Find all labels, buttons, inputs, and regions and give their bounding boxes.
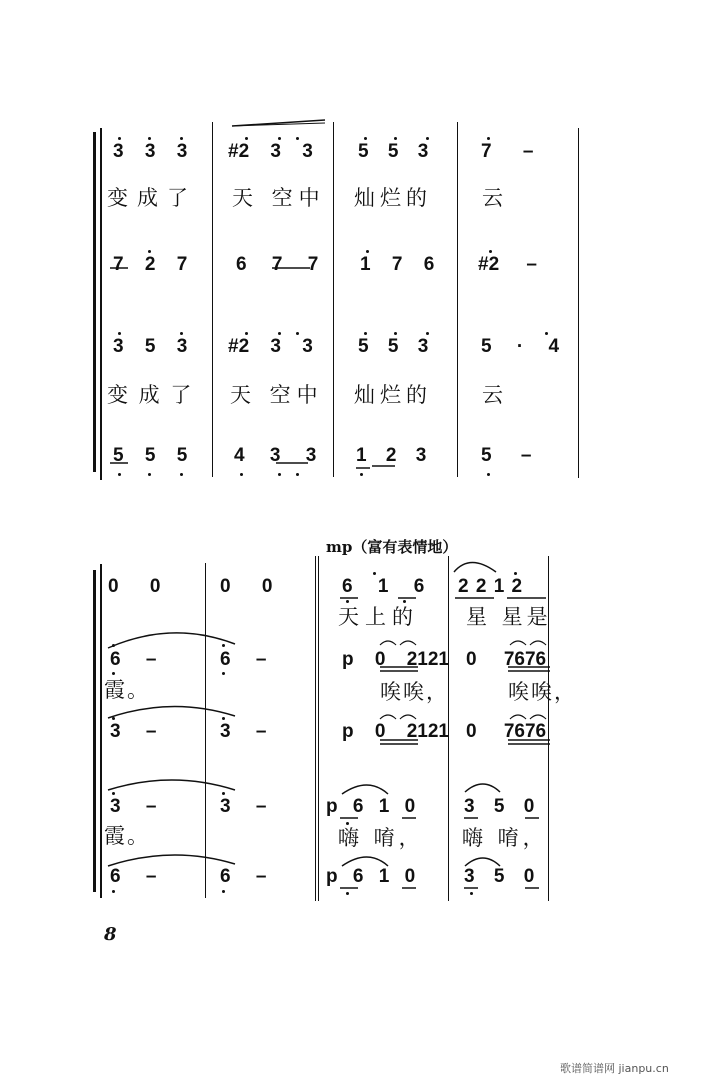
lyrics-row: 云 [482, 186, 505, 210]
lyrics-row: 天 空中 [232, 186, 326, 210]
lyrics-row: 星 星是 [466, 605, 552, 629]
notes-row: 0 0 [220, 576, 273, 597]
octave-dot [222, 717, 225, 720]
notes-row: 3 5 3 [113, 336, 188, 357]
notes-row: 2 2 1 2 [458, 576, 523, 597]
octave-dot [470, 892, 473, 895]
lyrics-row: 唉唉， [380, 680, 449, 704]
lyrics-row: 天 空中 [230, 383, 324, 407]
lyrics-row: 灿烂的 [354, 383, 432, 407]
notes-row: 4 3 3 [234, 445, 317, 466]
notes-row: 1 2 3 [356, 445, 427, 466]
notes-row: 3 – [110, 796, 157, 817]
notes-row: 6 – [110, 866, 157, 887]
octave-dot [514, 572, 517, 575]
notes-row: 0 7676 [466, 721, 547, 742]
notes-row: p 0 2121 [342, 649, 449, 670]
octave-dot [346, 600, 349, 603]
notes-row: 3 – [110, 721, 157, 742]
notes-row: 5 – [481, 445, 532, 466]
lyrics-row: 霞。 [104, 678, 150, 702]
notes-row: 5 5 3 [358, 336, 429, 357]
lyrics-row: 灿烂的 [354, 186, 432, 210]
notes-row: p 6 1 0 [326, 796, 416, 817]
notes-row: 5 5 3 [358, 141, 429, 162]
notes-row: 0 0 [108, 576, 161, 597]
notes-row: 5 5 5 [113, 445, 188, 466]
lyrics-row: 霞。 [104, 824, 150, 848]
octave-dot [112, 792, 115, 795]
notes-row: 7 – [481, 141, 534, 162]
octave-dot [222, 792, 225, 795]
notes-row: 6 1 6 [342, 576, 425, 597]
notes-row: 5 · 4 [481, 336, 560, 357]
octave-dot [222, 672, 225, 675]
lyrics-row: 变 成 了 [107, 383, 194, 407]
notes-row: 6 – [220, 866, 267, 887]
octave-dot [373, 572, 376, 575]
notes-row: #2 3 3 [228, 141, 313, 162]
octave-dot [346, 892, 349, 895]
notes-row: #2 – [478, 254, 537, 275]
octave-dot [346, 822, 349, 825]
notes-row: 1 7 6 [360, 254, 435, 275]
notes-row: 3 5 0 [464, 866, 535, 887]
lyrics-row: 天上的 [338, 605, 419, 629]
octave-dot [222, 890, 225, 893]
notes-row: #2 3 3 [228, 336, 313, 357]
lyrics-row: 嗨 唷， [462, 826, 548, 850]
octave-dot [112, 717, 115, 720]
notes-row: 0 7676 [466, 649, 547, 670]
notes-row: 6 – [220, 649, 267, 670]
notes-row: 3 5 0 [464, 796, 535, 817]
notes-row: p 0 2121 [342, 721, 449, 742]
notes-row: 3 – [220, 796, 267, 817]
lyrics-row: 唉唉， [508, 680, 577, 704]
page-number: 8 [104, 924, 117, 945]
octave-dot [112, 644, 115, 647]
watermark: 歌谱简谱网 jianpu.cn [560, 1062, 669, 1075]
octave-dot [112, 890, 115, 893]
expression-marking: mp（富有表情地） [326, 538, 458, 556]
octave-dot [112, 672, 115, 675]
lyrics-row: 变成了 [107, 186, 197, 210]
notes-row: 6 – [110, 649, 157, 670]
notes-row: 7 2 7 [113, 254, 188, 275]
notes-row: 3 – [220, 721, 267, 742]
octave-dot [403, 600, 406, 603]
octave-dot [222, 644, 225, 647]
lyrics-row: 嗨 唷， [338, 826, 424, 850]
notes-row: 6 7 7 [236, 254, 319, 275]
notes-row: p 6 1 0 [326, 866, 416, 887]
notes-row: 3 3 3 [113, 141, 188, 162]
lyrics-row: 云 [482, 383, 505, 407]
